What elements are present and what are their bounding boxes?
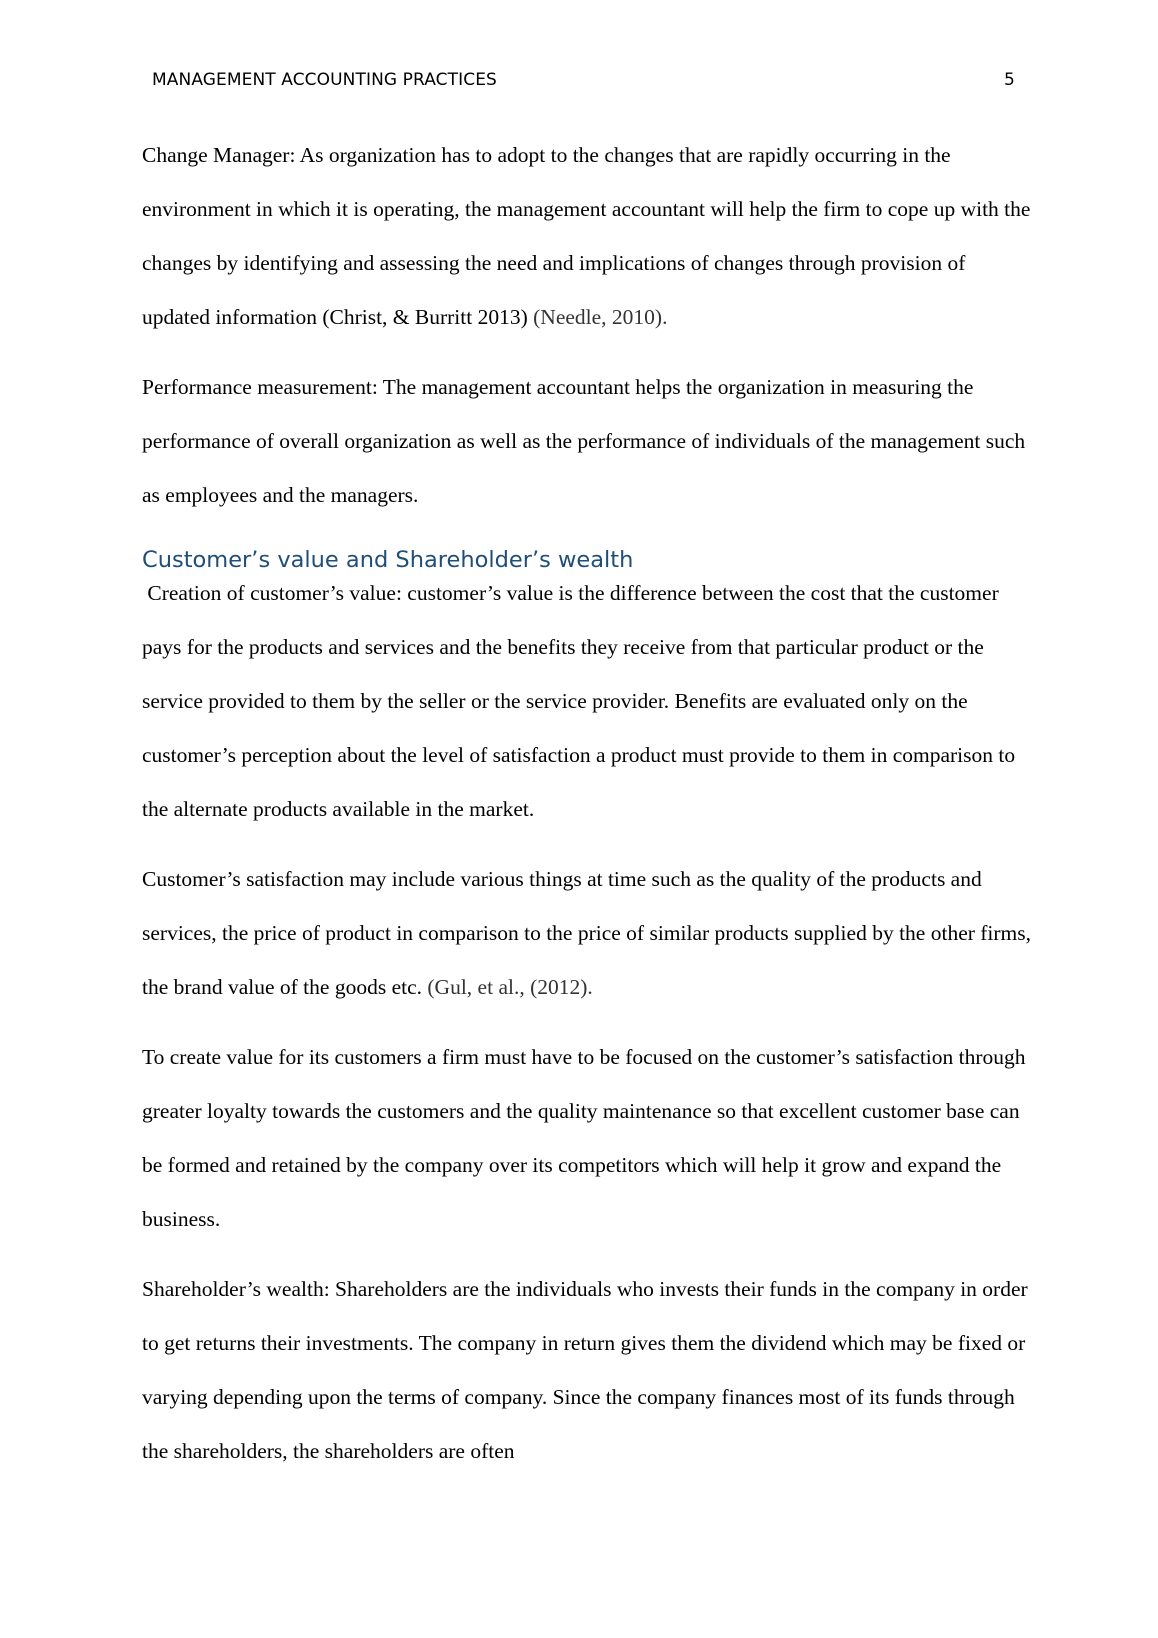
paragraph-text: Customer’s satisfaction may include various things at time such as the quality of the products and services, the price of product in comparison to the price of similar products supplied by the other firms, the brand value of the goods etc. (142, 867, 1032, 999)
paragraph-create-value (142, 1030, 1038, 1246)
paragraph-text: Performance measurement: The management accountant helps the organization in measuring the performance of overall organization as well as the performance of individuals of the management such as employees and the managers. (142, 375, 1026, 507)
section-heading: Customer’s value and Shareholder’s wealth (142, 547, 634, 573)
paragraph-text: Creation of customer’s value: customer’s value is the difference between the cost that the customer pays for the products and services and the benefits they receive from that particular product or the service provided to them by the seller or the service provider. Benefits are evaluated only on the customer’s perception about the level of satisfaction a product must provide to them in comparison to the alternate products available in the market. (142, 581, 1021, 821)
paragraph-customer-value (142, 566, 1038, 836)
page-number: 5 (1004, 70, 1015, 90)
paragraph-change-manager (142, 128, 1038, 344)
citation: (Needle, 2010). (533, 305, 668, 329)
running-head: MANAGEMENT ACCOUNTING PRACTICES (152, 70, 497, 90)
paragraph-performance-measurement (142, 360, 1038, 522)
paragraph-customer-satisfaction (142, 852, 1038, 1014)
paragraph-text: Shareholder’s wealth: Shareholders are the individuals who invests their funds in the company in order to get returns their investments. The company in return gives them the dividend which may be fixed or varying depending upon the terms of company. Since the company finances most of its funds through the shareholders, the shareholders are often (142, 1277, 1028, 1463)
document-body (142, 128, 1038, 1478)
citation: (Gul, et al., (2012). (427, 975, 593, 999)
paragraph-shareholder-wealth (142, 1262, 1038, 1478)
paragraph-text: Change Manager: As organization has to adopt to the changes that are rapidly occurring in the environment in which it is operating, the management accountant will help the firm to cope up with the changes by identifying and assessing the need and implications of changes through provision of updated information (Christ, & Burritt 2013) (142, 143, 1031, 329)
paragraph-text: To create value for its customers a firm must have to be focused on the customer’s satisfaction through greater loyalty towards the customers and the quality maintenance so that excellent customer base can be formed and retained by the company over its competitors which will help it grow and expand the business. (142, 1045, 1026, 1231)
